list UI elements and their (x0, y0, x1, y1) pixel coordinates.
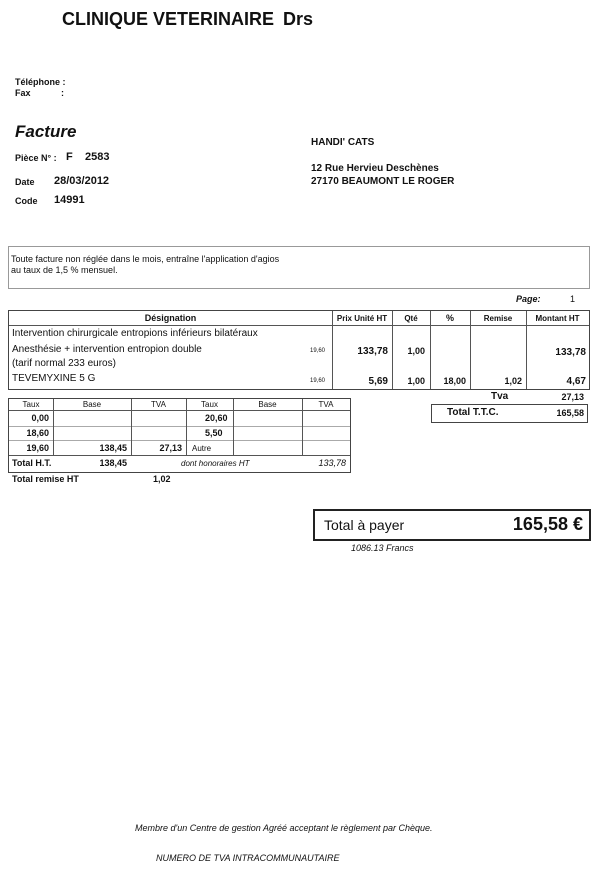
line-vat-rate: 19,60 (310, 348, 326, 354)
phone-label: Téléphone : (15, 77, 66, 87)
line-unit-price: 5,69 (368, 376, 388, 387)
line-unit-price: 133,78 (357, 346, 388, 357)
line-designation: (tarif normal 233 euros) (12, 358, 116, 369)
line-qty: 1,00 (407, 346, 425, 356)
footer-membership: Membre d'un Centre de gestion Agréé acceptant le règlement par Chèque. (135, 823, 433, 833)
piece-label: Pièce N° : (15, 153, 57, 163)
vat-rate-cell: 19,60 (26, 443, 49, 453)
vat-col-header-taux: Taux (22, 400, 40, 409)
col-header-unit-price: Prix Unité HT (336, 314, 388, 323)
total-francs: 1086.13 Francs (351, 543, 414, 553)
vat-rate-cell-right: 20,60 (205, 413, 228, 423)
vat-col-header-taux2: Taux (201, 400, 218, 409)
total-remise-value: 1,02 (153, 474, 171, 484)
col-header-discount: Remise (483, 314, 513, 323)
vat-rate-cell-right: Autre (192, 444, 212, 453)
total-ht-value: 138,45 (99, 458, 127, 468)
line-designation: Intervention chirurgicale entropions inférieurs bilatéraux (12, 328, 258, 339)
total-due-box (313, 509, 591, 541)
client-name: HANDI' CATS (311, 137, 375, 148)
col-header-amount: Montant HT (535, 314, 580, 323)
page-label: Page: (516, 294, 541, 304)
payment-notice-box (8, 246, 590, 289)
clinic-name-main: CLINIQUE VETERINAIRE (62, 9, 275, 29)
footer-vat-number-label: NUMERO DE TVA INTRACOMMUNAUTAIRE (156, 853, 340, 863)
vat-amount-cell: 27,13 (159, 443, 182, 453)
col-header-qty: Qté (404, 314, 418, 323)
payment-notice-line2: au taux de 1,5 % mensuel. (11, 265, 118, 275)
code-value: 14991 (54, 194, 85, 206)
line-qty: 1,00 (407, 376, 425, 386)
fees-label: dont honoraires HT (181, 459, 250, 468)
ttc-total-label: Total T.T.C. (447, 407, 499, 418)
vat-rate-cell: 0,00 (31, 413, 49, 423)
clinic-name (62, 9, 313, 30)
piece-number: 2583 (85, 151, 110, 163)
total-due-label: Total à payer (324, 517, 405, 533)
piece-prefix: F (66, 151, 73, 163)
tva-total-value: 27,13 (561, 392, 584, 402)
fax-colon: : (61, 88, 64, 98)
vat-col-header-tva: TVA (151, 400, 166, 409)
col-header-designation: Désignation (144, 313, 197, 323)
fees-value: 133,78 (318, 458, 346, 468)
page-number: 1 (570, 294, 576, 304)
payment-notice-line1: Toute facture non réglée dans le mois, entraîne l'application d'agios (11, 254, 280, 264)
total-ht-label: Total H.T. (12, 458, 52, 468)
tva-total-label: Tva (491, 391, 509, 402)
line-amount: 133,78 (555, 347, 586, 358)
ttc-total-box (431, 404, 588, 423)
line-vat-rate: 19,60 (310, 378, 326, 384)
client-address1: 12 Rue Hervieu Deschènes (311, 163, 439, 174)
vat-col-header-base2: Base (258, 400, 277, 409)
line-designation: TEVEMYXINE 5 G (12, 373, 96, 384)
vat-base-cell: 138,45 (99, 443, 127, 453)
vat-rate-cell: 18,60 (26, 428, 49, 438)
line-pct: 18,00 (443, 376, 466, 386)
line-designation: Anesthésie + intervention entropion double (12, 344, 202, 355)
vat-rate-cell-right: 5,50 (205, 428, 223, 438)
date-value: 28/03/2012 (54, 175, 110, 187)
col-header-pct: % (445, 313, 454, 323)
total-due-value: 165,58 € (512, 514, 583, 534)
clinic-name-suffix: Drs (283, 9, 314, 29)
client-address2: 27170 BEAUMONT LE ROGER (311, 176, 455, 187)
ttc-total-value: 165,58 (556, 408, 584, 418)
line-amount: 4,67 (566, 376, 586, 387)
total-remise-label: Total remise HT (12, 474, 79, 484)
fax-label: Fax (15, 88, 31, 98)
invoice-lines-table (8, 310, 590, 390)
code-label: Code (15, 196, 38, 206)
vat-breakdown-table (8, 398, 351, 473)
vat-col-header-tva2: TVA (318, 400, 334, 409)
line-discount: 1,02 (504, 376, 522, 386)
vat-col-header-base: Base (82, 400, 102, 409)
date-label: Date (15, 177, 35, 187)
invoice-title: Facture (15, 122, 77, 141)
